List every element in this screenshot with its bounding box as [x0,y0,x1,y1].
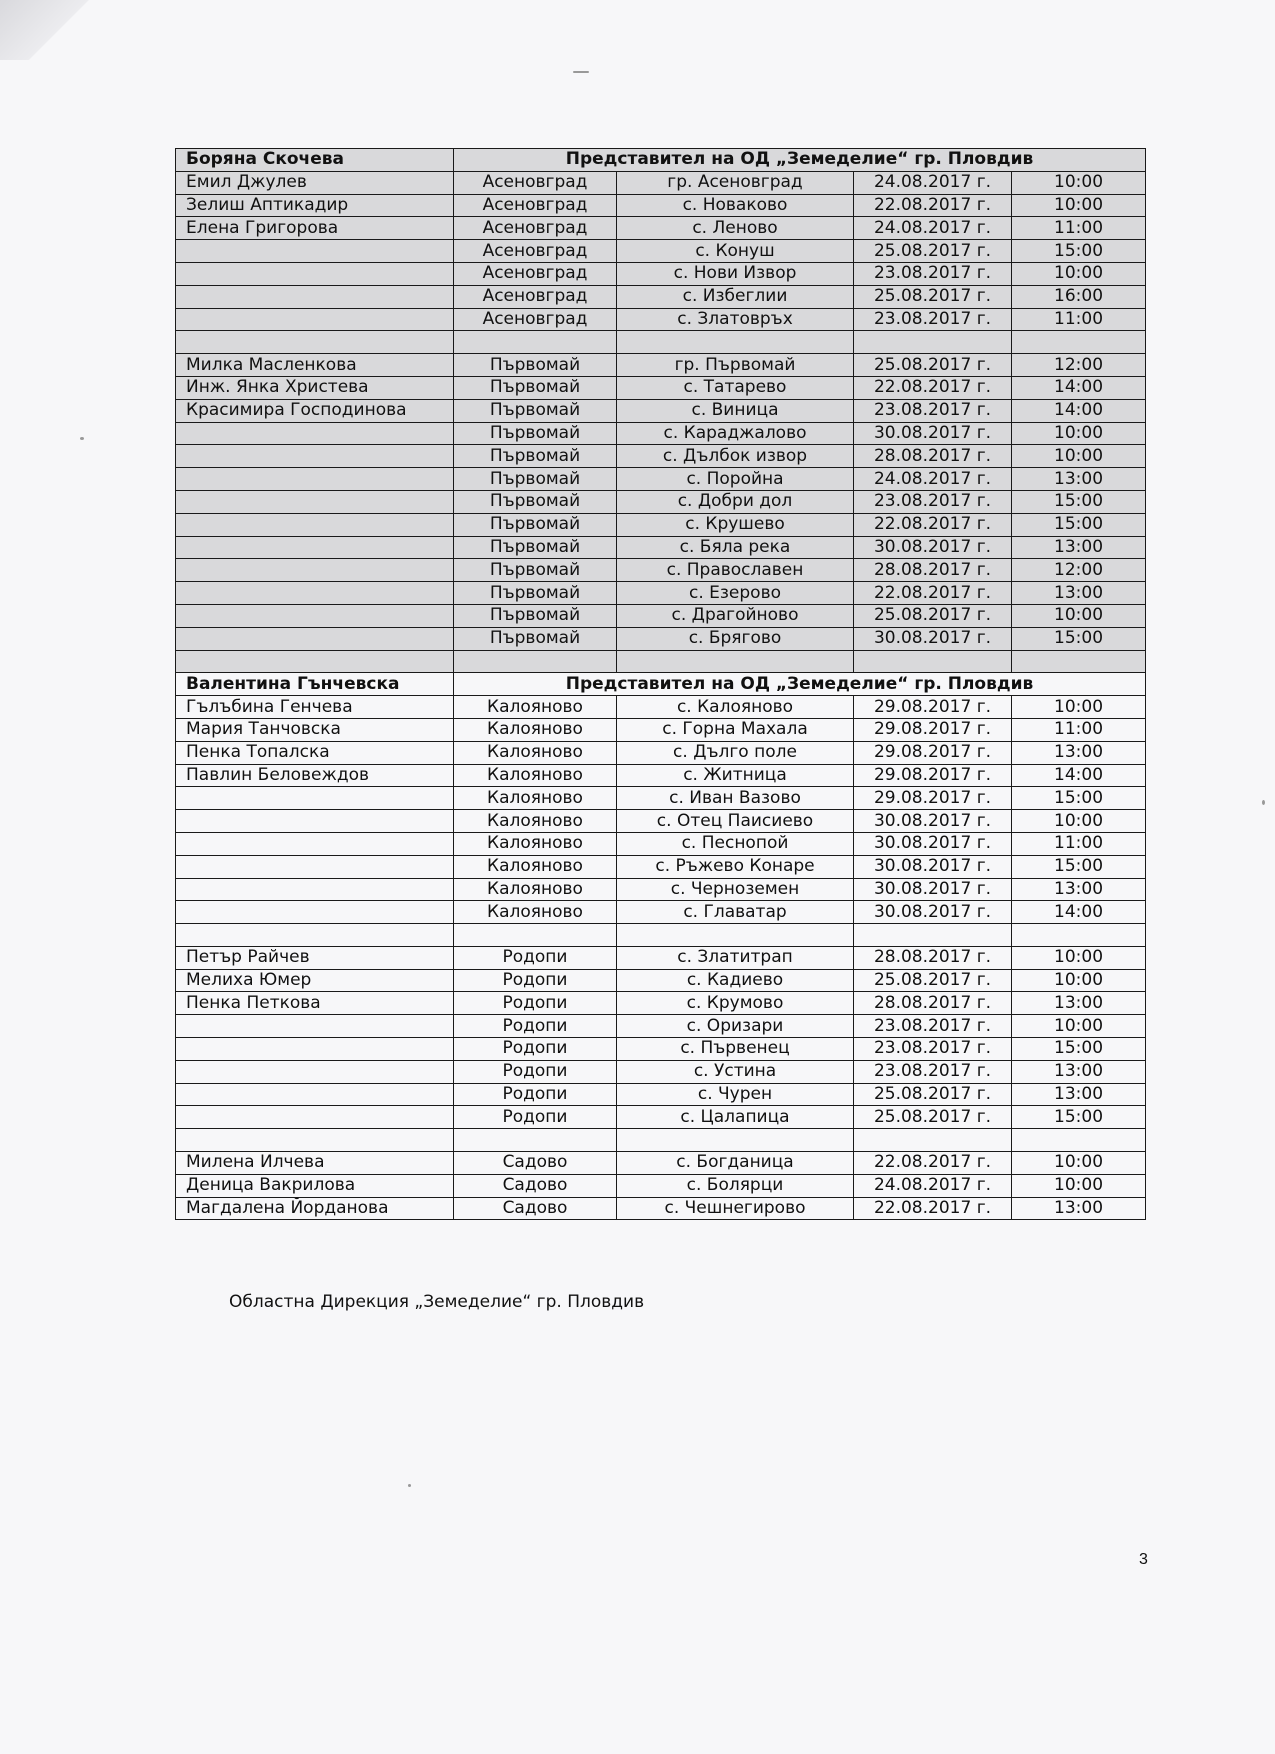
meeting-time-cell: 10:00 [1012,969,1146,992]
settlement-cell: с. Добри дол [617,490,854,513]
footer-note: Областна Дирекция „Земеделие“ гр. Пловдив [229,1292,645,1312]
scan-speck [573,71,589,73]
meeting-date-cell [854,331,1012,354]
member-name-cell [176,1129,454,1152]
settlement-cell: с. Бяла река [617,536,854,559]
table-row [176,582,1146,605]
municipality-cell [454,331,617,354]
municipality-cell: Родопи [454,1015,617,1038]
meeting-date-cell: 23.08.2017 г. [854,399,1012,422]
settlement-cell: с. Нови Извор [617,262,854,285]
meeting-date-cell: 24.08.2017 г. [854,171,1012,194]
member-name-cell: Инж. Янка Христева [176,376,454,399]
table-row [176,627,1146,650]
meeting-time-cell: 15:00 [1012,855,1146,878]
meeting-date-cell: 24.08.2017 г. [854,217,1012,240]
settlement-cell: с. Златовръх [617,308,854,331]
meeting-time-cell: 13:00 [1012,1083,1146,1106]
municipality-cell: Калояново [454,787,617,810]
municipality-cell [454,650,617,673]
member-name-cell: Зелиш Аптикадир [176,194,454,217]
section-header-row [176,673,1146,696]
meeting-date-cell: 24.08.2017 г. [854,1174,1012,1197]
municipality-cell: Първомай [454,582,617,605]
settlement-cell: с. Избеглии [617,285,854,308]
meeting-time-cell: 15:00 [1012,240,1146,263]
table-row [176,331,1146,354]
meeting-date-cell: 30.08.2017 г. [854,855,1012,878]
member-name-cell [176,901,454,924]
municipality-cell: Калояново [454,832,617,855]
table-row [176,924,1146,947]
municipality-cell: Първомай [454,559,617,582]
member-name-cell: Магдалена Йорданова [176,1197,454,1220]
municipality-cell: Първомай [454,422,617,445]
table-row [176,1060,1146,1083]
meeting-date-cell [854,1129,1012,1152]
meeting-date-cell: 28.08.2017 г. [854,445,1012,468]
settlement-cell: с. Горна Махала [617,718,854,741]
meeting-date-cell: 22.08.2017 г. [854,582,1012,605]
meeting-date-cell [854,650,1012,673]
settlement-cell: с. Езерово [617,582,854,605]
member-name-cell [176,810,454,833]
table-row [176,718,1146,741]
settlement-cell: с. Черноземен [617,878,854,901]
member-name-cell: Петър Райчев [176,946,454,969]
meeting-date-cell: 23.08.2017 г. [854,490,1012,513]
settlement-cell: с. Дълго поле [617,741,854,764]
member-name-cell [176,1083,454,1106]
settlement-cell: с. Ръжево Конаре [617,855,854,878]
table-row [176,422,1146,445]
table-row [176,240,1146,263]
settlement-cell [617,331,854,354]
settlement-cell: с. Златитрап [617,946,854,969]
member-name-cell [176,650,454,673]
meeting-time-cell: 13:00 [1012,582,1146,605]
meeting-time-cell: 14:00 [1012,399,1146,422]
scan-speck [408,1484,411,1487]
meeting-date-cell: 30.08.2017 г. [854,832,1012,855]
table-row [176,650,1146,673]
meeting-time-cell: 10:00 [1012,604,1146,627]
section-representative-title: Представител на ОД „Земеделие“ гр. Пловдив [454,673,1146,696]
meeting-time-cell: 10:00 [1012,696,1146,719]
scan-speck [1262,800,1265,805]
table-row [176,1129,1146,1152]
meeting-date-cell: 29.08.2017 г. [854,696,1012,719]
meeting-date-cell: 24.08.2017 г. [854,468,1012,491]
meeting-time-cell: 13:00 [1012,741,1146,764]
municipality-cell: Първомай [454,468,617,491]
member-name-cell: Мелиха Юмер [176,969,454,992]
municipality-cell: Садово [454,1174,617,1197]
table-row [176,468,1146,491]
meeting-time-cell: 11:00 [1012,832,1146,855]
member-name-cell [176,559,454,582]
meeting-time-cell: 13:00 [1012,878,1146,901]
member-name-cell: Мария Танчовска [176,718,454,741]
settlement-cell: с. Кадиево [617,969,854,992]
settlement-cell: с. Отец Паисиево [617,810,854,833]
table-row [176,741,1146,764]
table-row [176,194,1146,217]
municipality-cell [454,924,617,947]
meeting-date-cell: 23.08.2017 г. [854,308,1012,331]
meeting-date-cell: 25.08.2017 г. [854,604,1012,627]
member-name-cell: Пенка Петкова [176,992,454,1015]
table-row [176,832,1146,855]
meeting-date-cell: 23.08.2017 г. [854,262,1012,285]
municipality-cell: Асеновград [454,217,617,240]
meeting-time-cell [1012,650,1146,673]
municipality-cell: Калояново [454,741,617,764]
meeting-time-cell [1012,1129,1146,1152]
table-row [176,376,1146,399]
municipality-cell: Родопи [454,1106,617,1129]
member-name-cell [176,855,454,878]
municipality-cell: Родопи [454,946,617,969]
settlement-cell [617,1129,854,1152]
member-name-cell [176,832,454,855]
member-name-cell [176,308,454,331]
meeting-date-cell: 30.08.2017 г. [854,422,1012,445]
meeting-time-cell: 10:00 [1012,1015,1146,1038]
table-row [176,969,1146,992]
table-row [176,764,1146,787]
municipality-cell: Калояново [454,810,617,833]
table-row [176,1152,1146,1175]
municipality-cell: Родопи [454,969,617,992]
section-leader-name: Боряна Скочева [176,149,454,172]
meeting-time-cell: 13:00 [1012,536,1146,559]
settlement-cell: с. Главатар [617,901,854,924]
table-row [176,308,1146,331]
municipality-cell [454,1129,617,1152]
meeting-time-cell: 11:00 [1012,718,1146,741]
municipality-cell: Първомай [454,490,617,513]
settlement-cell: с. Крушево [617,513,854,536]
meeting-time-cell: 10:00 [1012,422,1146,445]
member-name-cell [176,878,454,901]
municipality-cell: Калояново [454,764,617,787]
table-row [176,171,1146,194]
settlement-cell: с. Брягово [617,627,854,650]
municipality-cell: Асеновград [454,194,617,217]
municipality-cell: Първомай [454,445,617,468]
municipality-cell: Асеновград [454,171,617,194]
table-row [176,536,1146,559]
meeting-date-cell: 22.08.2017 г. [854,194,1012,217]
meeting-time-cell: 16:00 [1012,285,1146,308]
meeting-date-cell: 25.08.2017 г. [854,969,1012,992]
meeting-time-cell: 10:00 [1012,946,1146,969]
settlement-cell: гр. Асеновград [617,171,854,194]
meeting-time-cell: 11:00 [1012,217,1146,240]
section-representative-title: Представител на ОД „Земеделие“ гр. Пловдив [454,149,1146,172]
meeting-date-cell: 29.08.2017 г. [854,787,1012,810]
municipality-cell: Калояново [454,901,617,924]
municipality-cell: Родопи [454,992,617,1015]
meeting-date-cell: 30.08.2017 г. [854,536,1012,559]
member-name-cell [176,240,454,263]
member-name-cell: Милка Масленкова [176,354,454,377]
meeting-time-cell: 10:00 [1012,1174,1146,1197]
municipality-cell: Първомай [454,354,617,377]
table-row [176,696,1146,719]
meeting-time-cell: 10:00 [1012,445,1146,468]
meeting-time-cell: 10:00 [1012,810,1146,833]
member-name-cell [176,285,454,308]
settlement-cell: с. Цалапица [617,1106,854,1129]
meeting-time-cell: 15:00 [1012,1038,1146,1061]
meeting-date-cell: 30.08.2017 г. [854,810,1012,833]
member-name-cell [176,924,454,947]
meeting-time-cell: 13:00 [1012,468,1146,491]
municipality-cell: Калояново [454,718,617,741]
meeting-date-cell: 30.08.2017 г. [854,627,1012,650]
meeting-date-cell: 28.08.2017 г. [854,559,1012,582]
settlement-cell: с. Леново [617,217,854,240]
table-row [176,946,1146,969]
section-leader-name: Валентина Гънчевска [176,673,454,696]
meeting-date-cell: 25.08.2017 г. [854,285,1012,308]
municipality-cell: Калояново [454,696,617,719]
member-name-cell [176,490,454,513]
meeting-time-cell: 10:00 [1012,194,1146,217]
table-row [176,399,1146,422]
table-row [176,1197,1146,1220]
member-name-cell [176,422,454,445]
settlement-cell: с. Дълбок извор [617,445,854,468]
municipality-cell: Първомай [454,399,617,422]
settlement-cell: с. Виница [617,399,854,422]
municipality-cell: Родопи [454,1060,617,1083]
table-row [176,354,1146,377]
municipality-cell: Калояново [454,878,617,901]
table-row [176,855,1146,878]
meeting-date-cell: 23.08.2017 г. [854,1015,1012,1038]
meeting-time-cell: 15:00 [1012,627,1146,650]
table-row [176,490,1146,513]
member-name-cell: Елена Григорова [176,217,454,240]
settlement-cell: с. Крумово [617,992,854,1015]
member-name-cell [176,582,454,605]
settlement-cell: с. Иван Вазово [617,787,854,810]
meeting-date-cell: 22.08.2017 г. [854,1197,1012,1220]
settlement-cell: с. Богданица [617,1152,854,1175]
table-row [176,445,1146,468]
municipality-cell: Калояново [454,855,617,878]
meeting-date-cell: 25.08.2017 г. [854,1083,1012,1106]
member-name-cell: Павлин Беловеждов [176,764,454,787]
municipality-cell: Родопи [454,1038,617,1061]
meeting-time-cell: 12:00 [1012,354,1146,377]
settlement-cell: с. Песнопой [617,832,854,855]
meeting-date-cell: 23.08.2017 г. [854,1038,1012,1061]
table-row [176,1106,1146,1129]
table-row [176,787,1146,810]
meeting-date-cell: 22.08.2017 г. [854,1152,1012,1175]
table-row [176,513,1146,536]
scan-speck [80,437,84,440]
municipality-cell: Асеновград [454,262,617,285]
settlement-cell: с. Калояново [617,696,854,719]
table-row [176,285,1146,308]
meeting-time-cell: 12:00 [1012,559,1146,582]
schedule-table [175,148,1146,1220]
member-name-cell [176,331,454,354]
meeting-date-cell: 30.08.2017 г. [854,901,1012,924]
meeting-time-cell: 13:00 [1012,1197,1146,1220]
table-row [176,604,1146,627]
member-name-cell [176,513,454,536]
settlement-cell: с. Болярци [617,1174,854,1197]
table-row [176,878,1146,901]
meeting-date-cell: 29.08.2017 г. [854,718,1012,741]
settlement-cell: с. Конуш [617,240,854,263]
table-row [176,559,1146,582]
member-name-cell: Гълъбина Генчева [176,696,454,719]
settlement-cell: с. Първенец [617,1038,854,1061]
member-name-cell: Емил Джулев [176,171,454,194]
member-name-cell: Милена Илчева [176,1152,454,1175]
meeting-time-cell: 15:00 [1012,787,1146,810]
meeting-time-cell: 11:00 [1012,308,1146,331]
member-name-cell [176,536,454,559]
member-name-cell: Пенка Топалска [176,741,454,764]
member-name-cell [176,1038,454,1061]
page-number: 3 [1139,1551,1148,1568]
table-row [176,992,1146,1015]
member-name-cell [176,445,454,468]
table-row [176,901,1146,924]
meeting-time-cell: 14:00 [1012,764,1146,787]
settlement-cell: с. Православен [617,559,854,582]
table-row [176,1083,1146,1106]
table-row [176,1174,1146,1197]
municipality-cell: Родопи [454,1083,617,1106]
member-name-cell [176,262,454,285]
municipality-cell: Асеновград [454,308,617,331]
meeting-time-cell: 10:00 [1012,171,1146,194]
municipality-cell: Първомай [454,376,617,399]
settlement-cell: с. Чешнегирово [617,1197,854,1220]
member-name-cell [176,1015,454,1038]
member-name-cell [176,787,454,810]
table-row [176,1038,1146,1061]
settlement-cell: гр. Първомай [617,354,854,377]
meeting-date-cell: 25.08.2017 г. [854,240,1012,263]
meeting-time-cell: 15:00 [1012,513,1146,536]
meeting-time-cell: 15:00 [1012,1106,1146,1129]
meeting-time-cell: 13:00 [1012,1060,1146,1083]
meeting-date-cell: 22.08.2017 г. [854,376,1012,399]
member-name-cell [176,468,454,491]
member-name-cell [176,604,454,627]
meeting-date-cell: 22.08.2017 г. [854,513,1012,536]
settlement-cell: с. Татарево [617,376,854,399]
meeting-date-cell: 28.08.2017 г. [854,946,1012,969]
section-header-row [176,149,1146,172]
municipality-cell: Садово [454,1197,617,1220]
table-row [176,1015,1146,1038]
meeting-date-cell: 29.08.2017 г. [854,764,1012,787]
municipality-cell: Първомай [454,604,617,627]
scan-page-edge [0,0,100,60]
meeting-time-cell: 13:00 [1012,992,1146,1015]
meeting-date-cell: 23.08.2017 г. [854,1060,1012,1083]
settlement-cell: с. Поройна [617,468,854,491]
meeting-time-cell: 14:00 [1012,376,1146,399]
municipality-cell: Асеновград [454,240,617,263]
municipality-cell: Първомай [454,513,617,536]
meeting-date-cell: 25.08.2017 г. [854,354,1012,377]
settlement-cell: с. Устина [617,1060,854,1083]
municipality-cell: Садово [454,1152,617,1175]
meeting-date-cell: 25.08.2017 г. [854,1106,1012,1129]
meeting-time-cell [1012,331,1146,354]
meeting-time-cell: 14:00 [1012,901,1146,924]
settlement-cell [617,650,854,673]
member-name-cell [176,627,454,650]
meeting-time-cell: 10:00 [1012,1152,1146,1175]
meeting-date-cell: 28.08.2017 г. [854,992,1012,1015]
member-name-cell: Красимира Господинова [176,399,454,422]
member-name-cell [176,1060,454,1083]
meeting-time-cell [1012,924,1146,947]
municipality-cell: Първомай [454,627,617,650]
settlement-cell [617,924,854,947]
municipality-cell: Асеновград [454,285,617,308]
meeting-date-cell [854,924,1012,947]
meeting-time-cell: 15:00 [1012,490,1146,513]
table-row [176,262,1146,285]
table-row [176,217,1146,240]
settlement-cell: с. Чурен [617,1083,854,1106]
table-row [176,810,1146,833]
meeting-date-cell: 30.08.2017 г. [854,878,1012,901]
meeting-date-cell: 29.08.2017 г. [854,741,1012,764]
settlement-cell: с. Караджалово [617,422,854,445]
settlement-cell: с. Оризари [617,1015,854,1038]
municipality-cell: Първомай [454,536,617,559]
settlement-cell: с. Драгойново [617,604,854,627]
meeting-time-cell: 10:00 [1012,262,1146,285]
settlement-cell: с. Новаково [617,194,854,217]
settlement-cell: с. Житница [617,764,854,787]
schedule-body [176,149,1146,1220]
member-name-cell [176,1106,454,1129]
member-name-cell: Деница Вакрилова [176,1174,454,1197]
